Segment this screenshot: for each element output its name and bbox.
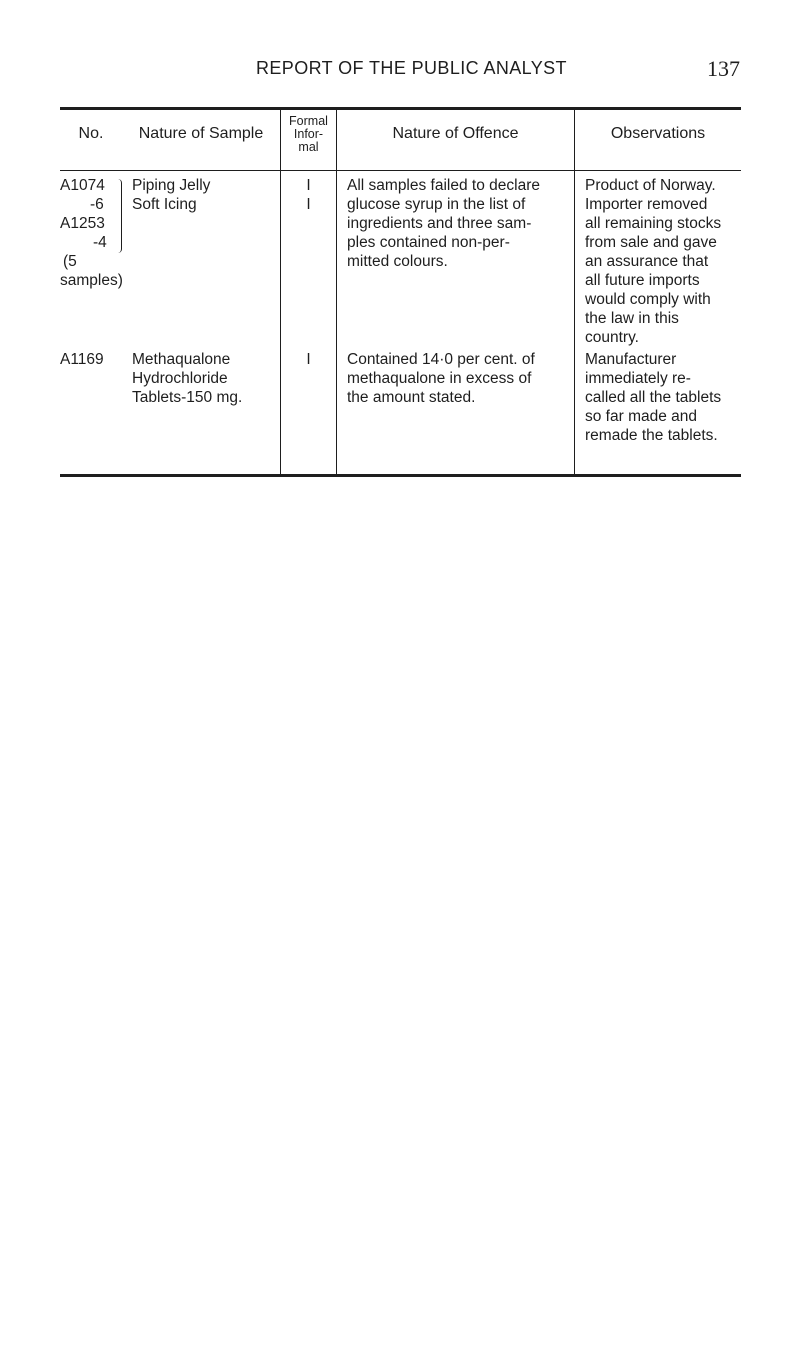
observation-text-line: all remaining stocks	[585, 215, 722, 232]
column-header-no: No.	[78, 125, 104, 142]
offence-text-line: All samples failed to declare	[347, 177, 540, 194]
observations-cell	[574, 170, 741, 344]
offence-cell	[336, 344, 574, 474]
table-bottom-rule	[60, 474, 741, 477]
formal-informal-cell	[280, 344, 336, 474]
table-row	[60, 170, 741, 344]
sample-number: A1253	[60, 215, 105, 232]
grouping-brace	[115, 179, 122, 253]
sample-nature: Tablets-150 mg.	[132, 389, 243, 406]
sample-number: -4	[93, 234, 107, 251]
sample-nature: Soft Icing	[132, 196, 197, 213]
table-row	[60, 344, 741, 474]
sample-nature: Hydrochloride	[132, 370, 228, 387]
offence-text-line: ples contained non-per-	[347, 234, 510, 251]
observations-cell	[574, 344, 741, 474]
sample-number: A1074	[60, 177, 105, 194]
sample-count: samples)	[60, 272, 123, 289]
table-header-row	[60, 110, 741, 170]
sample-nature: Methaqualone	[132, 351, 231, 368]
observation-text-line: called all the tablets	[585, 389, 722, 406]
sample-count: (5	[63, 253, 77, 270]
offence-text-line: glucose syrup in the list of	[347, 196, 526, 213]
observation-text-line: would comply with	[585, 291, 711, 308]
column-header-formal-line: Infor-	[293, 127, 324, 141]
offence-text-line: mitted colours.	[347, 253, 448, 270]
column-header-offence: Nature of Offence	[336, 110, 574, 170]
formal-informal-cell	[280, 170, 336, 344]
observation-text-line: immediately re-	[585, 370, 691, 387]
column-header-formal-line: mal	[298, 140, 319, 154]
sample-number: A1169	[60, 351, 104, 368]
observation-text-line: Product of Norway.	[585, 177, 716, 194]
observation-text-line: so far made and	[585, 408, 698, 425]
sample-nature: Piping Jelly	[132, 177, 211, 194]
column-header-observations: Observations	[574, 110, 741, 170]
observation-text-line: remade the tablets.	[585, 427, 718, 444]
observation-text-line: from sale and gave	[585, 234, 717, 251]
column-header-formal-line: Formal	[289, 114, 328, 128]
observation-text-line: all future imports	[585, 272, 700, 289]
sample-number-cell	[60, 170, 122, 344]
observation-text-line: Importer removed	[585, 196, 708, 213]
page-number: 137	[707, 56, 740, 81]
column-header-formal	[280, 110, 336, 170]
formal-informal-value: I	[306, 196, 311, 213]
column-header-sample: Nature of Sample	[138, 125, 264, 142]
running-title: REPORT OF THE PUBLIC ANALYST	[256, 58, 567, 78]
offence-text-line: the amount stated.	[347, 389, 476, 406]
offence-text-line: methaqualone in excess of	[347, 370, 532, 387]
observation-text-line: Manufacturer	[585, 351, 677, 368]
offence-cell	[336, 170, 574, 344]
sample-number: -6	[90, 196, 104, 213]
sample-nature-cell	[122, 170, 280, 344]
page-header	[0, 56, 800, 86]
observation-text-line: country.	[585, 329, 639, 346]
sample-number-cell	[60, 344, 122, 474]
observation-text-line: an assurance that	[585, 253, 709, 270]
analysis-table	[60, 107, 741, 477]
observation-text-line: the law in this	[585, 310, 679, 327]
formal-informal-value: I	[306, 177, 311, 194]
sample-nature-cell	[122, 344, 280, 474]
offence-text-line: Contained 14·0 per cent. of	[347, 351, 535, 368]
offence-text-line: ingredients and three sam-	[347, 215, 532, 232]
formal-informal-value: I	[306, 351, 311, 368]
